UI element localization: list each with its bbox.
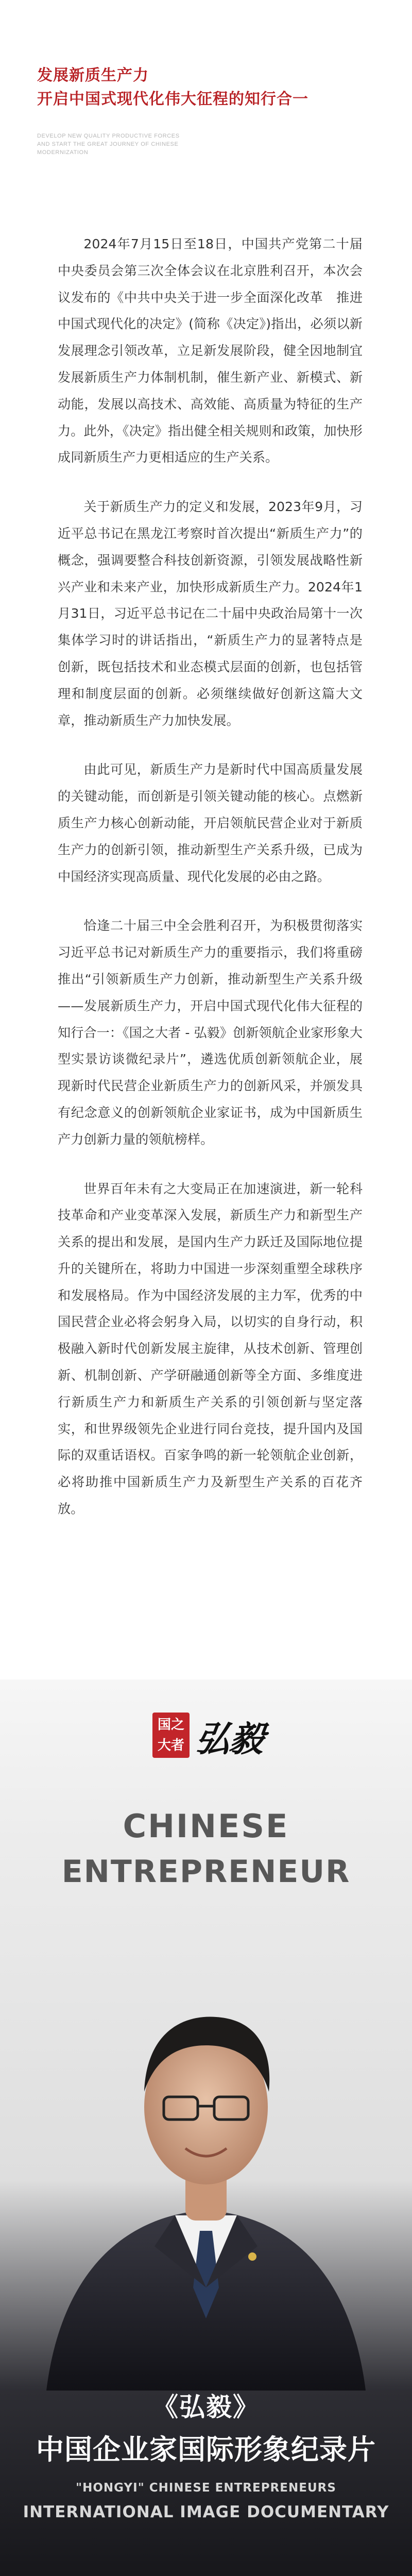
logo-badge-text: 国之大者 <box>158 1717 185 1753</box>
page-title-line-1: 发展新质生产力 <box>37 66 149 84</box>
series-title-en-line-2: INTERNATIONAL IMAGE DOCUMENTARY <box>23 2503 389 2521</box>
brand-english-line-2: ENTREPRENEUR <box>61 1854 351 1890</box>
series-name: 《弘毅》 <box>152 2392 260 2422</box>
article-paragraph: 关于新质生产力的定义和发展，2023年9月，习近平总书记在黑龙江考察时首次提出“新质生产力”的概念，强调要整合科技创新资源，引领发展战略性新兴产业和未来产业，加快形成新质生产力。2024年1月31日，习近平总书记在二十届中央政治局第十一次集体学习时的讲话指出，“新质生产力的显著特点是创新，既包括技术和业态模式层面的创新，也包括管理和制度层面的创新。必须继续做好创新这篇大文章，推动新质生产力加快发展。 <box>58 499 363 728</box>
article-paragraph: 2024年7月15日至18日，中国共产党第二十届中央委员会第三次全体会议在北京胜利召开，本次会议发布的《中共中央关于进一步全面深化改革 推进中国式现代化的决定》(简称《决定》)指出，必须以新发展理念引领改革，立足新发展阶段，健全因地制宜发展新质生产力体制机制，催生新产业、新模式、新动能，发展以高技术、高效能、高质量为特征的生产力。此外，《决定》指出健全相关规则和政策，加快形成同新质生产力更相适应的生产关系。 <box>58 236 363 465</box>
article-paragraph: 世界百年未有之大变局正在加速演进，新一轮科技革命和产业变革深入发展，新质生产力和新型生产关系的提出和发展，是国内生产力跃迁及国际地位提升的关键所在，将助力中国进一步深刻重塑全球秩序和发展格局。作为中国经济发展的主力军，优秀的中国民营企业必将会躬身入局，以切实的自身行动，积极融入新时代创新发展主旋律，从技术创新、管理创新、机制创新、产学研融通创新等全方面、多维度进行新质生产力和新质生产关系的引领创新与坚定落实，和世界级领先企业进行同台竞技，提升国内及国际的双重话语权。百家争鸣的新一轮领航企业创新，必将助推中国新质生产力及新型生产关系的百花齐放。 <box>58 1181 363 1517</box>
series-title-cn: 中国企业家国际形象纪录片 <box>36 2433 376 2466</box>
series-title-en-line-1: "HONGYI" CHINESE ENTREPRENEURS <box>76 2481 336 2495</box>
documentary-banner <box>0 1680 412 2576</box>
brand-english-line-1: CHINESE <box>123 1807 289 1845</box>
logo-signature: 弘毅 <box>192 1719 267 1760</box>
english-subtitle: DEVELOP NEW QUALITY PRODUCTIVE FORCES AND START THE GREAT JOURNEY OF CHINESE MODERNIZATION <box>37 133 180 156</box>
portrait-image <box>0 1875 412 2391</box>
lapel-pin <box>248 2252 256 2261</box>
title-block <box>37 64 367 157</box>
article-body <box>58 231 363 1522</box>
article-paragraph: 由此可见，新质生产力是新时代中国高质量发展的关键动能，而创新是引领关键动能的核心。点燃新质生产力核心创新动能，开启领航民营企业对于新质生产力的创新引领，推动新型生产关系升级，已成为中国经济实现高质量、现代化发展的必由之路。 <box>58 762 363 884</box>
article-paragraph: 恰逢二十届三中全会胜利召开，为积极贯彻落实习近平总书记对新质生产力的重要指示，我们将重磅推出“引领新质生产力创新，推动新型生产关系升级——发展新质生产力，开启中国式现代化伟大征程的知行合一：《国之大者 - 弘毅》创新领航企业家形象大型实景访谈微纪录片”，遴选优质创新领航企业，展现新时代民营企业新质生产力的创新风采，并颁发具有纪念意义的创新领航企业家证书，成为中国新质生产力创新力量的领航榜样。 <box>58 918 363 1147</box>
page-title-line-2: 开启中国式现代化伟大征程的知行合一 <box>37 90 308 108</box>
logo <box>152 1704 276 1766</box>
logo-badge <box>152 1713 190 1758</box>
